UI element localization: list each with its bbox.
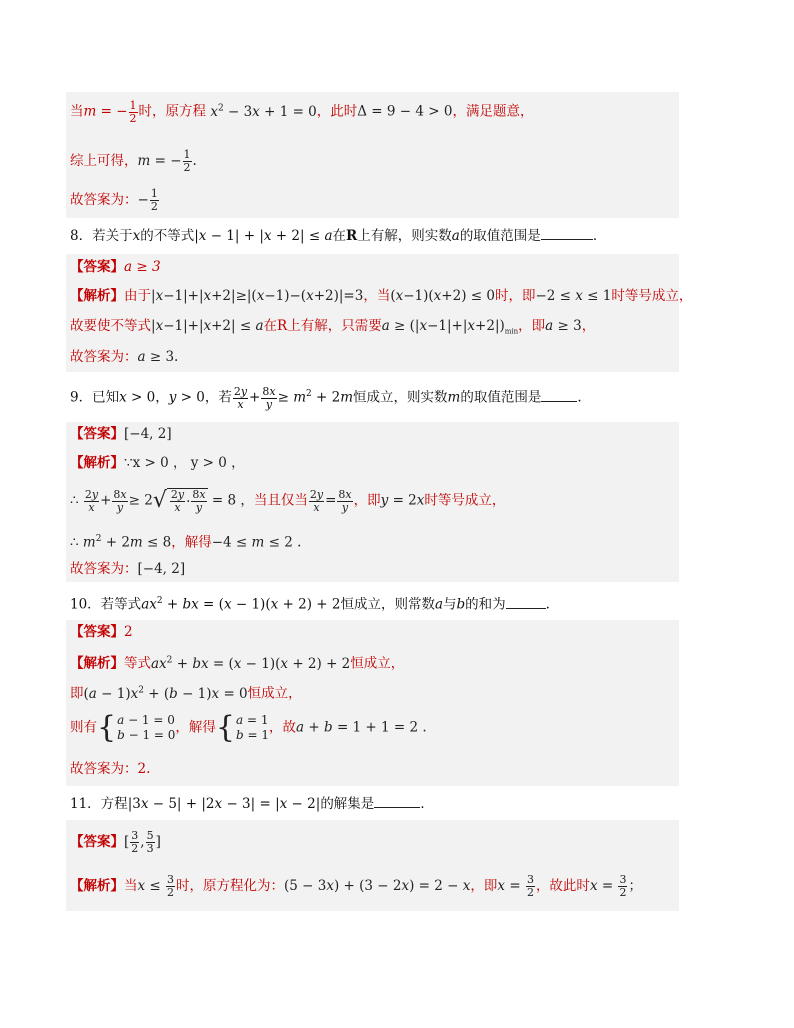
text: 故要使不等式 bbox=[70, 318, 151, 334]
q10-analysis-3: 则有 { a − 1 = 0 b − 1 = 0 ，解得 { a = 1 b = 1 ，故a + b = 1 + 1 = 2 . bbox=[70, 710, 427, 745]
text: 恒成立，则常数 bbox=[340, 596, 435, 613]
text: 时，原方程 bbox=[138, 103, 207, 120]
answer-blank bbox=[541, 389, 577, 402]
text: 恒成立， bbox=[247, 685, 302, 702]
text: ． bbox=[592, 228, 607, 244]
text: ，若 bbox=[204, 389, 232, 406]
text: 的解集是 bbox=[320, 796, 375, 812]
text: ，此时 bbox=[316, 103, 358, 120]
q11-solution-block bbox=[66, 820, 679, 911]
text: 在R上有解，只需要 bbox=[263, 318, 382, 334]
q11-analysis-1: 【解析】当x ≤ $\frac{3}{2}$ 时，原方程化为：(5 − 3x) + (3 − 2x) = 2 − x，即x = $\frac{3}{2}$ ，故此时x = $\frac{3}{2}$ ； bbox=[70, 873, 642, 899]
q8-analysis-1: 【解析】由于|x−1|+|x+2|≥|(x−1)−(x+2)|=3，当(x−1)(x+2) ≤ 0时，即−2 ≤ x ≤ 1时等号成立， bbox=[70, 288, 693, 304]
answer-blank bbox=[374, 795, 420, 808]
prev-line-2: 综上可得，m = − $\frac{1}{2}$ . bbox=[70, 148, 197, 174]
q9-solution-block bbox=[66, 422, 679, 582]
text: 上有解，则实数 bbox=[357, 228, 452, 244]
text: ∵x > 0 ， y > 0 ， bbox=[124, 455, 245, 471]
text: 故答案为：2. bbox=[70, 761, 151, 777]
answer-blank bbox=[506, 596, 546, 609]
answer-tag: 【答案】 bbox=[70, 259, 124, 275]
text: 时等号成立， bbox=[611, 288, 693, 304]
text: ，即 bbox=[353, 492, 381, 509]
text: 即 bbox=[70, 685, 84, 702]
q8-analysis-2: 故要使不等式|x−1|+|x+2| ≤ a在R上有解，只需要$a \ge (|x-1|+|x+2|)_{min}$，即a ≥ 3， bbox=[70, 318, 596, 336]
text: 故答案为： bbox=[70, 349, 138, 365]
question-8: 8．若关于x的不等式|x − 1| + |x + 2| ≤ a在R上有解，则实数a的取值范围是 ． bbox=[70, 228, 607, 244]
q10-answer bbox=[70, 623, 133, 641]
answer-value: a ≥ 3 bbox=[124, 259, 161, 275]
text: 与 bbox=[443, 596, 457, 613]
text: 的取值范围是 bbox=[459, 228, 541, 244]
analysis-tag: 【解析】 bbox=[70, 455, 124, 471]
analysis-tag: 【解析】 bbox=[70, 288, 124, 304]
q9-analysis-1 bbox=[70, 454, 245, 472]
text: 9．已知 bbox=[70, 389, 120, 406]
text: [−4, 2] bbox=[137, 561, 186, 577]
prev-solution-block bbox=[66, 92, 679, 218]
text: 11．方程 bbox=[70, 796, 128, 812]
text: ， bbox=[155, 389, 169, 406]
q10-analysis-4 bbox=[70, 760, 150, 778]
text: 时，原方程化为： bbox=[176, 878, 285, 894]
q9-analysis-3: ∴ $m^2 + 2m \le 8$，解得−4 ≤ m ≤ 2 . bbox=[70, 534, 302, 551]
text: 由于 bbox=[124, 288, 151, 304]
text: 恒成立，则实数 bbox=[353, 389, 448, 406]
text: ，满足题意， bbox=[452, 103, 534, 120]
text: 恒成立， bbox=[350, 655, 405, 672]
text: ，故此时 bbox=[535, 878, 590, 894]
answer-tag: 【答案】 bbox=[70, 624, 124, 640]
text: ，当 bbox=[363, 288, 391, 304]
text: 的不等式 bbox=[140, 228, 195, 244]
q10-analysis-1: 【解析】等式$ax^2$ + bx = (x − 1)(x + 2) + 2恒成立， bbox=[70, 655, 405, 672]
text: ． bbox=[420, 796, 434, 812]
text: 时等号成立， bbox=[424, 492, 506, 509]
q11-answer: 【答案】[ $\frac{3}{2}$ , $\frac{5}{3}$ ] bbox=[70, 829, 161, 855]
answer-tag: 【答案】 bbox=[70, 834, 124, 850]
text: 综上可得， bbox=[70, 153, 138, 169]
q10-analysis-2: 即$(a - 1)x^2 + (b - 1)x = 0$恒成立， bbox=[70, 685, 302, 702]
text: 的和为 bbox=[465, 596, 506, 613]
prev-line-3: 故答案为：− $\frac{1}{2}$ bbox=[70, 187, 158, 213]
answer-value: [−4, 2] bbox=[124, 426, 172, 442]
text: ，即 bbox=[518, 318, 546, 334]
q9-analysis-2: ∴ $\frac{2y}{x}$ + $\frac{8x}{y}$ ≥ 2 √ $\frac{2y}{x}$ · $\frac{8x}{y}$ = 8 ，当且仅当 $\frac{2y}{x}$ = $\frac{8x}{y}$ ，即y = 2x时等号成立， bbox=[70, 487, 506, 514]
question-11: 11．方程|3x − 5| + |2x − 3| = |x − 2|的解集是 ． bbox=[70, 796, 434, 812]
text: 时，即 bbox=[494, 288, 536, 304]
q9-analysis-4 bbox=[70, 560, 185, 578]
text: 10．若等式 bbox=[70, 596, 142, 613]
prev-line-1: 当m = − $\frac{1}{2}$ 时，原方程 $x^2 - 3x + 1 = 0$，此时Δ = 9 − 4 > 0，满足题意， bbox=[70, 98, 534, 125]
question-10: 10．若等式$ax^2$ + bx = (x − 1)(x + 2) + 2恒成立，则常数a与b的和为 . bbox=[70, 596, 550, 613]
q8-answer bbox=[70, 258, 161, 276]
analysis-tag: 【解析】 bbox=[70, 655, 124, 672]
answer-value: 2 bbox=[124, 624, 133, 640]
answer-tag: 【答案】 bbox=[70, 426, 124, 442]
text: 故答案为： bbox=[70, 192, 138, 208]
text: 故答案为： bbox=[70, 561, 138, 577]
q9-answer bbox=[70, 425, 172, 443]
text: ，解得 bbox=[175, 719, 216, 736]
q8-solution-block bbox=[66, 254, 693, 372]
text: 的取值范围是 bbox=[460, 389, 542, 406]
answer-blank bbox=[541, 227, 593, 240]
text: 则有 bbox=[70, 719, 97, 736]
question-9: 9．已知x > 0，y > 0，若 $\frac{2y}{x}$ + $\frac{8x}{y}$ ≥ $m^2 + 2m$恒成立，则实数m的取值范围是 . bbox=[70, 384, 582, 411]
text: 当且仅当 bbox=[253, 492, 308, 509]
text: 当 bbox=[124, 878, 138, 894]
analysis-tag: 【解析】 bbox=[70, 878, 124, 894]
text: ，即 bbox=[470, 878, 498, 894]
text: ， bbox=[581, 318, 596, 334]
text: ，故 bbox=[269, 719, 297, 736]
text: 在 bbox=[332, 228, 347, 244]
q8-analysis-3: 故答案为：a ≥ 3. bbox=[70, 349, 179, 365]
text: ，解得 bbox=[171, 534, 212, 551]
text: 等式 bbox=[124, 655, 151, 672]
text: 8．若关于 bbox=[70, 228, 133, 244]
text: 当 bbox=[70, 103, 84, 120]
q10-solution-block bbox=[66, 620, 679, 786]
